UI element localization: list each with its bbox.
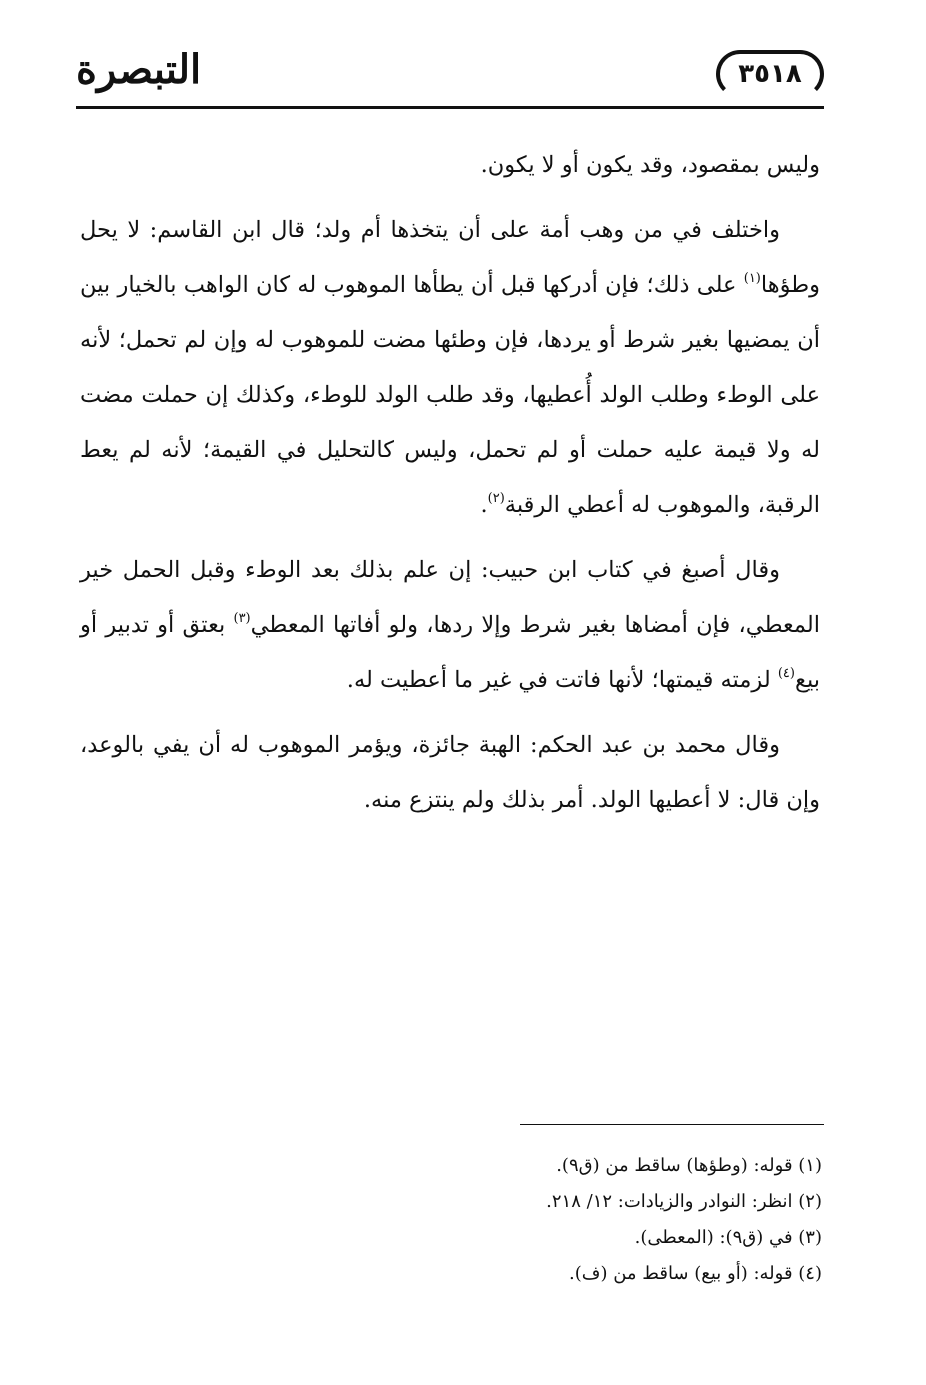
header-rule	[76, 106, 824, 109]
paragraph-1	[80, 138, 820, 193]
footnote-ref-1: (١)	[743, 271, 761, 286]
main-text	[80, 138, 820, 838]
paragraph-1-text: وليس بمقصود، وقد يكون أو لا يكون.	[480, 152, 820, 178]
footnote-ref-2: (٢)	[487, 491, 505, 506]
footnote-2: (٢) انظر: النوادر والزيادات: ١٢/ ٢١٨.	[546, 1191, 822, 1212]
footnotes	[80, 1148, 822, 1292]
footnote-ref-4: (٤)	[777, 666, 795, 681]
paragraph-2-text-b: على ذلك؛ فإن أدركها قبل أن يطأها الموهوب له كان الواهب بالخيار بين أن يمضيها بغير شرط أو يردها، فإن وطئها مضت للموهوب له وإن لم تحمل؛ لأنه على الوطء وطلب الولد أُعطيها، وقد طلب الولد للوطء، وكذلك إن حملت مضت له ولا قيمة عليه حملت أو لم تحمل، وليس كالتحليل في القيمة؛ لأنه لم يعط الرقبة، والموهوب له أعطي الرقبة	[80, 272, 820, 518]
footnote-separator	[520, 1124, 824, 1125]
footnote-1: (١) قوله: (وطؤها) ساقط من (ق٩).	[556, 1155, 822, 1176]
paragraph-3-text-a: وقال أصبغ في كتاب ابن حبيب: إن علم بذلك بعد الوطء وقبل الحمل خير المعطي، فإن أمضاها بغير شرط وإلا ردها، ولو أفاتها المعطي	[80, 557, 820, 638]
footnote-ref-3: (٣)	[233, 611, 251, 626]
page-number-badge: ٣٥١٨	[716, 50, 824, 98]
book-title: التبصرة	[76, 46, 202, 93]
footnote-4: (٤) قوله: (أو بيع) ساقط من (ف).	[569, 1263, 822, 1284]
paragraph-2	[80, 203, 820, 533]
paragraph-3-text-b: بعتق أو تدبير أو بيع	[80, 612, 820, 693]
page-header	[76, 40, 824, 116]
paragraph-3	[80, 543, 820, 708]
paragraph-4	[80, 718, 820, 828]
paragraph-2-text-a: واختلف في من وهب أمة على أن يتخذها أم ولد؛ قال ابن القاسم: لا يحل وطؤها	[80, 217, 820, 298]
paragraph-2-text-c: .	[480, 492, 488, 518]
footnote-3: (٣) في (ق٩): (المعطى).	[634, 1227, 822, 1248]
paragraph-4-text: وقال محمد بن عبد الحكم: الهبة جائزة، ويؤمر الموهوب له أن يفي بالوعد، وإن قال: لا أعطيها الولد. أمر بذلك ولم ينتزع منه.	[80, 732, 820, 813]
paragraph-3-text-c: لزمته قيمتها؛ لأنها فاتت في غير ما أعطيت له.	[346, 667, 778, 693]
